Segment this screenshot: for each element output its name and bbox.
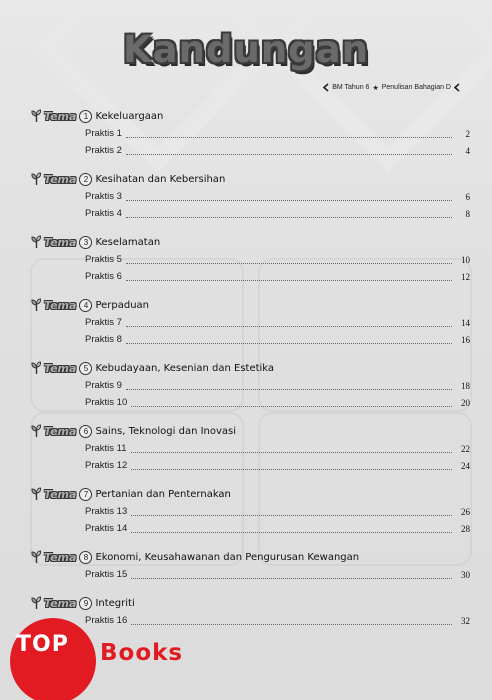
toc-entry[interactable] <box>85 456 470 473</box>
logo-top-text: TOP <box>16 632 69 657</box>
toc-entry-page: 22 <box>461 444 470 454</box>
toc-leader-dots <box>131 451 452 453</box>
tema-label: Tema <box>44 172 77 186</box>
sprout-icon <box>30 172 43 186</box>
toc-spacer <box>30 158 470 171</box>
tema-label: Tema <box>44 424 77 438</box>
toc-entry[interactable] <box>85 519 470 536</box>
toc-entry[interactable] <box>85 565 470 582</box>
tema-label: Tema <box>44 550 77 564</box>
toc-entry-page: 14 <box>461 318 470 328</box>
tema-label: Tema <box>44 298 77 312</box>
toc-entry[interactable] <box>85 267 470 284</box>
tema-number: 7 <box>79 488 92 501</box>
toc-spacer <box>30 221 470 234</box>
toc-leader-dots <box>126 262 452 264</box>
toc-entry-page: 10 <box>461 255 470 265</box>
toc-leader-dots <box>126 199 452 201</box>
toc-leader-dots <box>131 531 452 533</box>
toc-leader-dots <box>131 405 452 407</box>
toc-entry-label: Praktis 14 <box>85 523 128 534</box>
tema-label: Tema <box>44 487 77 501</box>
topbooks-logo <box>10 618 200 700</box>
toc-entry-label: Praktis 1 <box>85 128 122 139</box>
toc-spacer <box>30 536 470 549</box>
toc-entry[interactable] <box>85 187 470 204</box>
toc-entry-page: 4 <box>465 146 470 156</box>
toc-entry-label: Praktis 11 <box>85 443 127 454</box>
tema-title: Ekonomi, Keusahawanan dan Pengurusan Kewangan <box>95 551 360 563</box>
toc-entry-page: 6 <box>465 192 470 202</box>
chevron-left-icon <box>454 83 460 92</box>
tema-heading-1[interactable] <box>30 108 470 124</box>
toc-entry-page: 32 <box>461 616 470 626</box>
toc-leader-dots <box>126 342 452 344</box>
tema-heading-8[interactable] <box>30 549 470 565</box>
toc-entry-label: Praktis 3 <box>85 191 122 202</box>
toc-leader-dots <box>126 153 452 155</box>
tema-number: 1 <box>79 110 92 123</box>
book-subtitle <box>323 83 460 92</box>
tema-title: Sains, Teknologi dan Inovasi <box>95 425 237 437</box>
tema-title: Pertanian dan Penternakan <box>95 488 231 500</box>
tema-heading-3[interactable] <box>30 234 470 250</box>
toc-leader-dots <box>126 279 452 281</box>
logo-circle <box>10 618 96 700</box>
tema-heading-9[interactable] <box>30 595 470 611</box>
subtitle-separator: ★ <box>372 84 379 92</box>
tema-number: 9 <box>79 597 92 610</box>
toc-entry-page: 20 <box>461 398 470 408</box>
sprout-icon <box>30 298 43 312</box>
toc-entry-label: Praktis 5 <box>85 254 122 265</box>
tema-label: Tema <box>44 596 77 610</box>
tema-label: Tema <box>44 235 77 249</box>
tema-label: Tema <box>44 109 77 123</box>
toc-entry-label: Praktis 12 <box>85 460 128 471</box>
sprout-icon <box>30 550 43 564</box>
tema-number: 4 <box>79 299 92 312</box>
toc-entry[interactable] <box>85 376 470 393</box>
tema-heading-2[interactable] <box>30 171 470 187</box>
toc-entry-page: 30 <box>461 570 470 580</box>
tema-number: 5 <box>79 362 92 375</box>
tema-number: 8 <box>79 551 92 564</box>
toc-spacer <box>30 284 470 297</box>
toc-leader-dots <box>126 325 452 327</box>
toc-entry-label: Praktis 13 <box>85 506 128 517</box>
toc-spacer <box>30 582 470 595</box>
toc-spacer <box>30 347 470 360</box>
toc-entry-page: 24 <box>461 461 470 471</box>
page-title: Kandungan <box>123 28 369 71</box>
toc-leader-dots <box>126 216 452 218</box>
table-of-contents <box>30 108 470 628</box>
toc-entry[interactable] <box>85 439 470 456</box>
tema-number: 2 <box>79 173 92 186</box>
tema-label: Tema <box>44 361 77 375</box>
toc-leader-dots <box>131 577 452 579</box>
toc-entry[interactable] <box>85 393 470 410</box>
toc-entry-label: Praktis 9 <box>85 380 122 391</box>
toc-entry-page: 26 <box>461 507 470 517</box>
toc-entry-page: 8 <box>465 209 470 219</box>
tema-heading-7[interactable] <box>30 486 470 502</box>
toc-entry[interactable] <box>85 313 470 330</box>
toc-entry-page: 16 <box>461 335 470 345</box>
toc-entry-label: Praktis 4 <box>85 208 122 219</box>
tema-number: 3 <box>79 236 92 249</box>
toc-entry-label: Praktis 2 <box>85 145 122 156</box>
tema-title: Keselamatan <box>95 236 161 248</box>
toc-spacer <box>30 410 470 423</box>
sprout-icon <box>30 235 43 249</box>
toc-entry-label: Praktis 16 <box>85 615 128 626</box>
toc-entry[interactable] <box>85 124 470 141</box>
tema-title: Kekeluargaan <box>95 110 164 122</box>
toc-entry-page: 18 <box>461 381 470 391</box>
sprout-icon <box>30 361 43 375</box>
toc-entry-page: 28 <box>461 524 470 534</box>
toc-leader-dots <box>126 388 452 390</box>
chevron-left-icon <box>323 83 329 92</box>
toc-entry-label: Praktis 7 <box>85 317 122 328</box>
toc-entry-page: 2 <box>465 129 470 139</box>
toc-entry[interactable] <box>85 204 470 221</box>
sprout-icon <box>30 596 43 610</box>
toc-entry[interactable] <box>85 141 470 158</box>
toc-leader-dots <box>131 514 452 516</box>
toc-spacer <box>30 473 470 486</box>
toc-leader-dots <box>131 468 452 470</box>
subtitle-section: Penulisan Bahagian D <box>381 84 451 91</box>
tema-heading-6[interactable] <box>30 423 470 439</box>
subtitle-book: BM Tahun 6 <box>332 84 370 91</box>
toc-entry-label: Praktis 6 <box>85 271 122 282</box>
tema-heading-4[interactable] <box>30 297 470 313</box>
sprout-icon <box>30 487 43 501</box>
toc-entry[interactable] <box>85 330 470 347</box>
tema-title: Perpaduan <box>95 299 150 311</box>
tema-number: 6 <box>79 425 92 438</box>
sprout-icon <box>30 424 43 438</box>
toc-entry-page: 12 <box>461 272 470 282</box>
tema-title: Kesihatan dan Kebersihan <box>95 173 226 185</box>
toc-leader-dots <box>126 136 452 138</box>
tema-title: Kebudayaan, Kesenian dan Estetika <box>95 362 275 374</box>
sprout-icon <box>30 109 43 123</box>
toc-entry-label: Praktis 15 <box>85 569 128 580</box>
tema-title: Integriti <box>95 597 135 609</box>
logo-books-text: Books <box>100 640 184 666</box>
toc-entry[interactable] <box>85 250 470 267</box>
tema-heading-5[interactable] <box>30 360 470 376</box>
toc-entry-label: Praktis 10 <box>85 397 128 408</box>
toc-entry[interactable] <box>85 502 470 519</box>
toc-entry-label: Praktis 8 <box>85 334 122 345</box>
